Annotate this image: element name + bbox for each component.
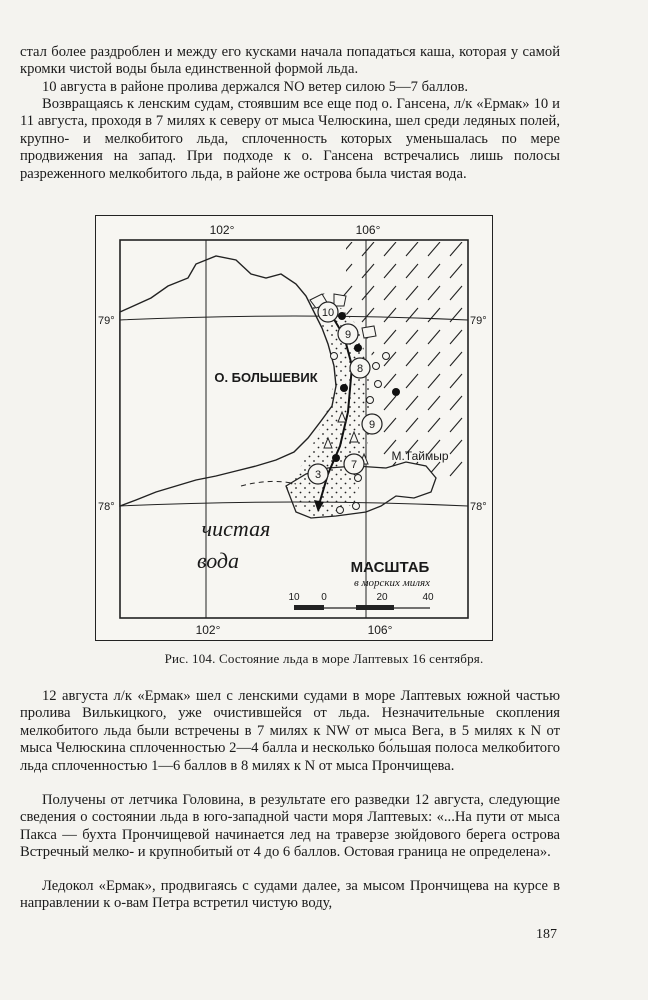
paragraph-6: Ледокол «Ермак», продвигаясь с судами далее, за мысом Прончищева на курсе в направлении к о-вам Петра встретил чистую воду,	[20, 878, 560, 912]
svg-text:3: 3	[314, 469, 322, 481]
scale-subtitle: в морских милях	[353, 577, 431, 589]
ice-ring	[331, 353, 338, 360]
concentration-marker-10	[318, 302, 338, 322]
scale-tick: 20	[376, 592, 388, 603]
clear-water-word-1: чистая	[201, 516, 271, 541]
concentration-marker-9	[338, 324, 358, 344]
scale-title: МАСШТАБ	[350, 559, 430, 576]
paragraph-4: 12 августа л/к «Ермак» шел с ленскими судами в море Лаптевых южной частью пролива Вилькицкого, уже очистившейся от льда. Незначительные скопления мелкобитого льда были встречены в 7 милях к NW от мыса Вега, в 5 милях к N от мыса Челюскина сплоченностью 2—4 балла и несколько бо́льшая полоса мелкобитого льда сплоченностью 1—6 баллов в 8 милях к N от мыса Прончищева.	[20, 688, 560, 774]
ice-map	[96, 216, 492, 640]
lat-label-78-left: 78°	[98, 501, 115, 513]
ice-ring	[375, 381, 382, 388]
figure-caption: Рис. 104. Состояние льда в море Лаптевых 16 сентября.	[164, 651, 484, 666]
concentration-marker-7	[344, 454, 364, 474]
ice-ring	[355, 475, 362, 482]
lon-label-top-106: 106°	[355, 223, 381, 237]
paragraph-2: 10 августа в районе пролива держался NO ветер силою 5—7 баллов.	[42, 79, 469, 95]
paragraph-1: стал более раздроблен и между его кусками начала попадаться каша, которая у самой кромки чистой воды была единственной формой льда.	[20, 44, 560, 78]
lat-label-79-right: 79°	[470, 315, 487, 327]
svg-text:9: 9	[344, 329, 352, 341]
paragraph-3: Возвращаясь к ленским судам, стоявшим все еще под о. Гансена, л/к «Ермак» 10 и 11 августа, проходя в 7 милях к северу от мыса Челюскина, шел среди ледяных полей, крупно- и мелкобитого льда, сплоченность которых уменьшалась по мере продвижения на запад. При подходе к о. Гансена встречались лишь полосы разреженного мелкобитого льда, в районе же острова была чистая вода.	[20, 96, 560, 182]
lon-label-top-102: 102°	[209, 223, 235, 237]
scale-segment	[294, 605, 324, 610]
lon-label-bottom-102: 102°	[195, 623, 221, 637]
scale-tick: 0	[321, 592, 327, 603]
scale-segment	[356, 605, 394, 610]
lat-label-79-left: 79°	[98, 315, 115, 327]
island-label: О. БОЛЬШЕВИК	[214, 370, 318, 385]
lat-label-78-right: 78°	[470, 501, 487, 513]
concentration-marker-3	[308, 464, 328, 484]
svg-text:7: 7	[350, 459, 358, 471]
ice-floe	[334, 294, 346, 306]
lon-label-bottom-106: 106°	[367, 623, 393, 637]
scale-tick: 40	[422, 592, 434, 603]
ice-ring	[337, 507, 344, 514]
svg-text:9: 9	[368, 419, 376, 431]
scale-tick: 10	[288, 592, 300, 603]
paragraph-5: Получены от летчика Головина, в результате его разведки 12 августа, следующие сведения о состоянии льда в юго-западной части моря Лаптевых: «...На пути от мыса Пакса — бухта Прончищевой начинается лед на траверзе зюйдового берега острова Встречный мелко- и крупнобитый от 4 до 6 баллов. Остовая граница не определена».	[20, 792, 560, 861]
clear-water-word-2: вода	[196, 548, 240, 573]
ice-floe	[362, 326, 376, 338]
ice-dot	[392, 388, 400, 396]
ice-ring	[373, 363, 380, 370]
ice-ring	[383, 353, 390, 360]
ice-ring	[353, 503, 360, 510]
ice-dot	[354, 344, 362, 352]
ice-dot	[338, 312, 346, 320]
concentration-marker-9b	[362, 414, 382, 434]
ice-dot	[340, 384, 348, 392]
page-number: 187	[536, 927, 557, 942]
svg-text:10: 10	[321, 307, 335, 319]
ice-map-figure	[95, 215, 493, 641]
ice-dot	[332, 454, 340, 462]
cape-label: М.Таймыр	[391, 449, 449, 463]
concentration-marker-8	[350, 358, 370, 378]
svg-text:8: 8	[356, 363, 364, 375]
ice-ring	[367, 397, 374, 404]
